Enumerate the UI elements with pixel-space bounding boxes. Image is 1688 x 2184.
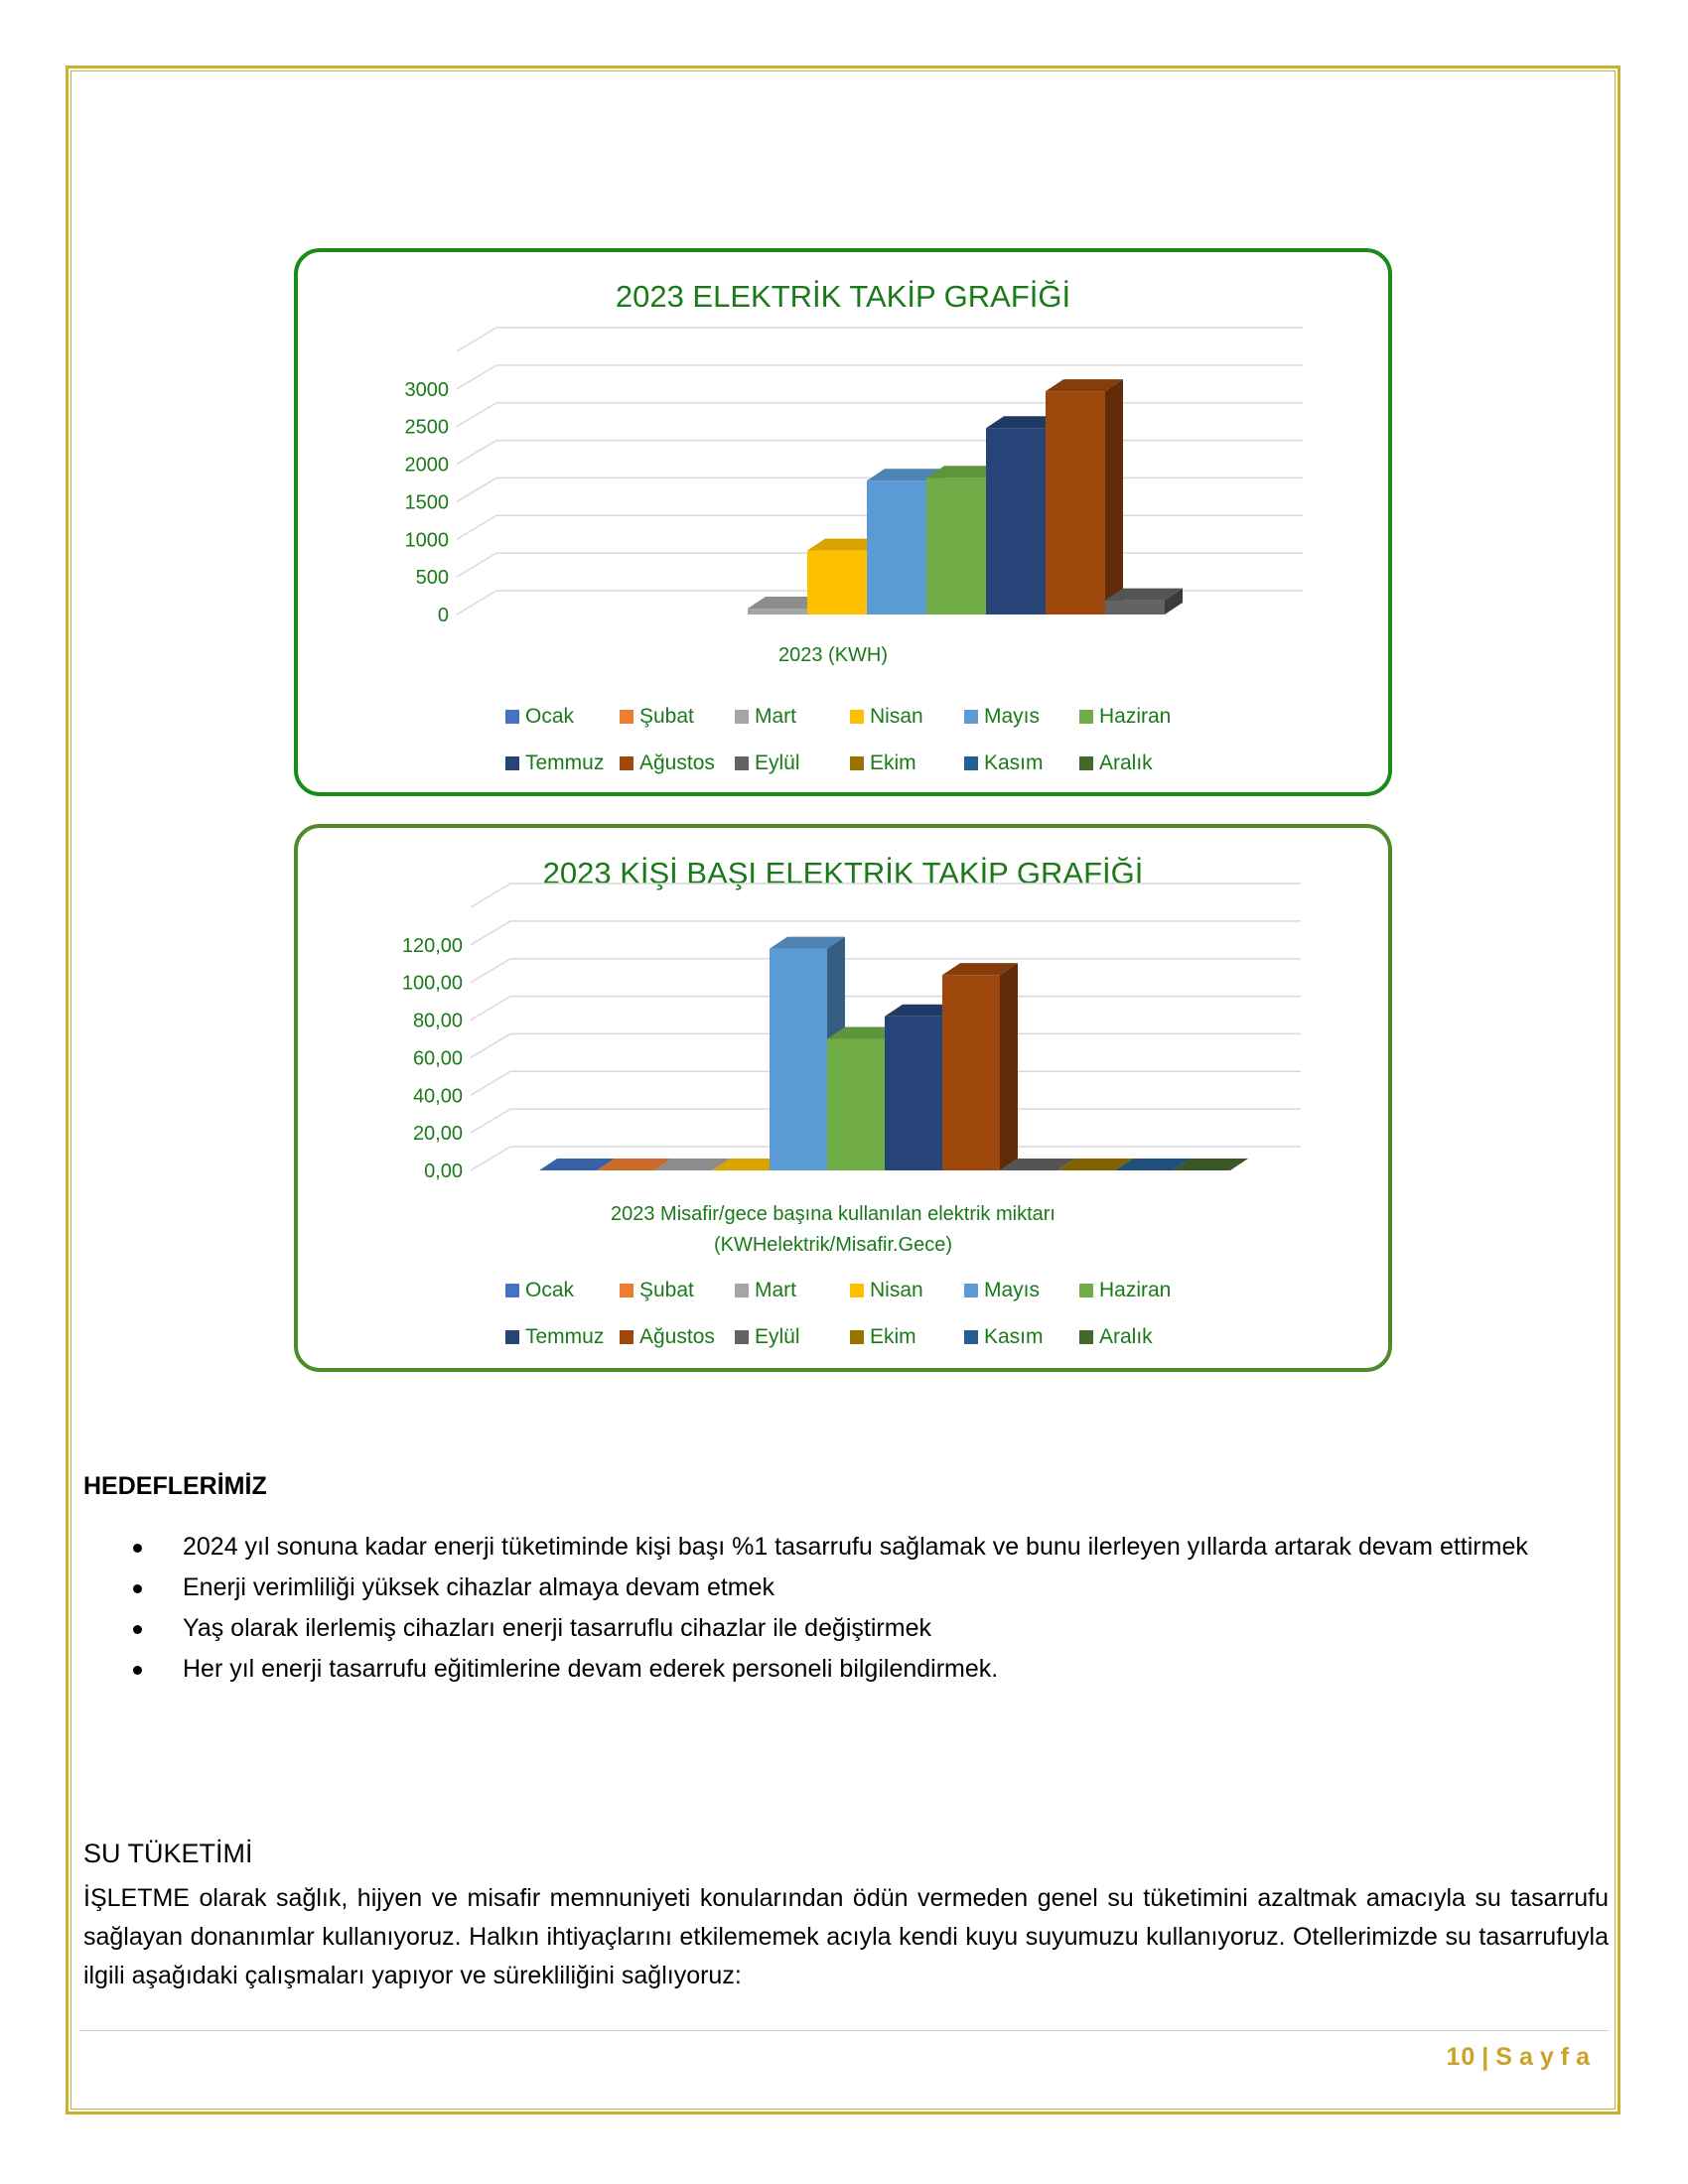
bars [748,379,1183,614]
bullet-icon [133,1584,142,1593]
svg-text:Kasım: Kasım [984,1325,1044,1348]
x-axis-label: 2023 (KWH) [777,644,889,666]
footer-word: Sayfa [1495,2043,1597,2071]
electricity-chart [294,248,1392,796]
svg-text:Ekim: Ekim [870,1325,916,1348]
legend-item [964,705,1040,728]
legend-item [620,751,715,774]
svg-text:Ekim: Ekim [870,751,916,774]
svg-text:Kasım: Kasım [984,751,1044,774]
y-tick-label: 2000 [404,454,449,477]
page-number: 10 [1446,2043,1477,2071]
svg-text:Haziran: Haziran [1099,1279,1172,1301]
y-tick-label: 3000 [404,378,449,401]
x-axis-label-line2: (KWHelektrik/Misafir.Gece) [713,1234,953,1256]
goal-text: 2024 yıl sonuna kadar enerji tüketiminde kişi başı %1 tasarrufu sağlamak ve bunu ilerleyen yıllarda artarak devam ettirmek [183,1533,1528,1561]
chart-title: 2023 KİŞİ BAŞI ELEKTRİK TAKİP GRAFİĞİ [542,856,1144,890]
footer-separator: | [1481,2043,1490,2071]
water-paragraph: İŞLETME olarak sağlık, hijyen ve misafir memnuniyeti konularından ödün vermeden genel su tüketimini azaltmak amacıyla su tasarrufu sağlayan donanımlar kullanıyoruz. Halkın ihtiyaçlarını etkilememek acıyla kendi kuyu suyumuzu kullanıyoruz. Otellerimizde su tasarrufuyla ilgili aşağıdaki çalışmaları yapıyor ve sürekliliğini sağlıyoruz: [83,1884,1609,1989]
svg-text:Eylül: Eylül [755,1325,800,1348]
y-tick-label: 40,00 [412,1085,463,1108]
goal-item [129,1649,1589,1690]
svg-text:Ocak: Ocak [525,1279,575,1301]
legend-item [850,1325,916,1348]
goal-text: Enerji verimliliği yüksek cihazlar almaya devam etmek [183,1573,775,1601]
goal-item [129,1608,1589,1649]
per-person-electricity-chart [294,824,1392,1372]
bullet-icon [133,1544,142,1553]
y-tick-label: 20,00 [412,1123,463,1146]
y-tick-label: 1500 [404,491,449,514]
y-tick-label: 0 [437,605,449,626]
svg-text:Şubat: Şubat [639,1279,694,1301]
y-tick-label: 100,00 [401,972,463,995]
bullet-icon [133,1625,142,1634]
svg-text:Eylül: Eylül [755,751,800,774]
y-tick-label: 60,00 [412,1047,463,1070]
bar-ağustos [942,963,1018,1170]
legend-item [964,751,1044,774]
legend-item [620,1325,715,1348]
electricity-chart-svg [298,252,1388,792]
goal-item [129,1568,1589,1608]
svg-text:Haziran: Haziran [1099,705,1172,728]
goal-text: Her yıl enerji tasarrufu eğitimlerine devam ederek personeli bilgilendirmek. [183,1655,999,1683]
svg-text:Nisan: Nisan [870,1279,923,1301]
footer-divider [79,2030,1609,2031]
svg-text:Mart: Mart [755,705,796,728]
legend-item [1079,1279,1171,1301]
legend-item [505,751,604,774]
svg-text:Mart: Mart [755,1279,796,1301]
bars [539,937,1248,1170]
bullet-icon [133,1666,142,1675]
svg-text:Mayıs: Mayıs [984,1279,1041,1301]
legend-item [505,1325,604,1348]
svg-text:Mayıs: Mayıs [984,705,1041,728]
goals-list [129,1527,1589,1690]
svg-text:Ocak: Ocak [525,705,575,728]
y-tick-label: 1000 [404,529,449,552]
goal-item [129,1527,1589,1568]
legend-item [505,1279,575,1301]
y-tick-label: 2500 [404,416,449,439]
svg-text:Nisan: Nisan [870,705,923,728]
svg-text:Temmuz: Temmuz [525,751,605,774]
per-person-electricity-chart-svg [298,828,1388,1368]
y-tick-label: 120,00 [401,934,463,957]
y-tick-label: 80,00 [412,1010,463,1032]
legend [505,705,1171,774]
page-footer [1446,2043,1597,2072]
svg-text:Aralık: Aralık [1099,751,1153,774]
bar-ağustos [1046,379,1123,614]
legend-item [735,705,796,728]
legend-item [735,751,800,774]
legend-item [735,1325,800,1348]
legend-item [1079,751,1153,774]
x-axis-label: 2023 Misafir/gece başına kullanılan elektrik miktarı [611,1203,1055,1225]
legend-item [735,1279,796,1301]
svg-text:Ağustos: Ağustos [639,751,715,774]
legend-item [850,1279,923,1301]
chart-title: 2023 ELEKTRİK TAKİP GRAFİĞİ [615,279,1071,314]
legend-item [850,751,916,774]
svg-text:Aralık: Aralık [1099,1325,1153,1348]
legend-item [620,1279,694,1301]
legend [505,1279,1171,1348]
water-heading: SU TÜKETİMİ [83,1839,253,1868]
legend-item [1079,1325,1153,1348]
goal-text: Yaş olarak ilerlemiş cihazları enerji tasarruflu cihazlar ile değiştirmek [183,1614,931,1642]
legend-item [964,1279,1040,1301]
y-tick-label: 0,00 [424,1160,463,1182]
svg-text:Ağustos: Ağustos [639,1325,715,1348]
svg-text:Şubat: Şubat [639,705,694,728]
legend-item [850,705,923,728]
legend-item [964,1325,1044,1348]
svg-text:Temmuz: Temmuz [525,1325,605,1348]
legend-item [1079,705,1171,728]
legend-item [505,705,575,728]
legend-item [620,705,694,728]
goals-heading: HEDEFLERİMİZ [83,1472,267,1500]
y-tick-label: 500 [415,567,449,590]
